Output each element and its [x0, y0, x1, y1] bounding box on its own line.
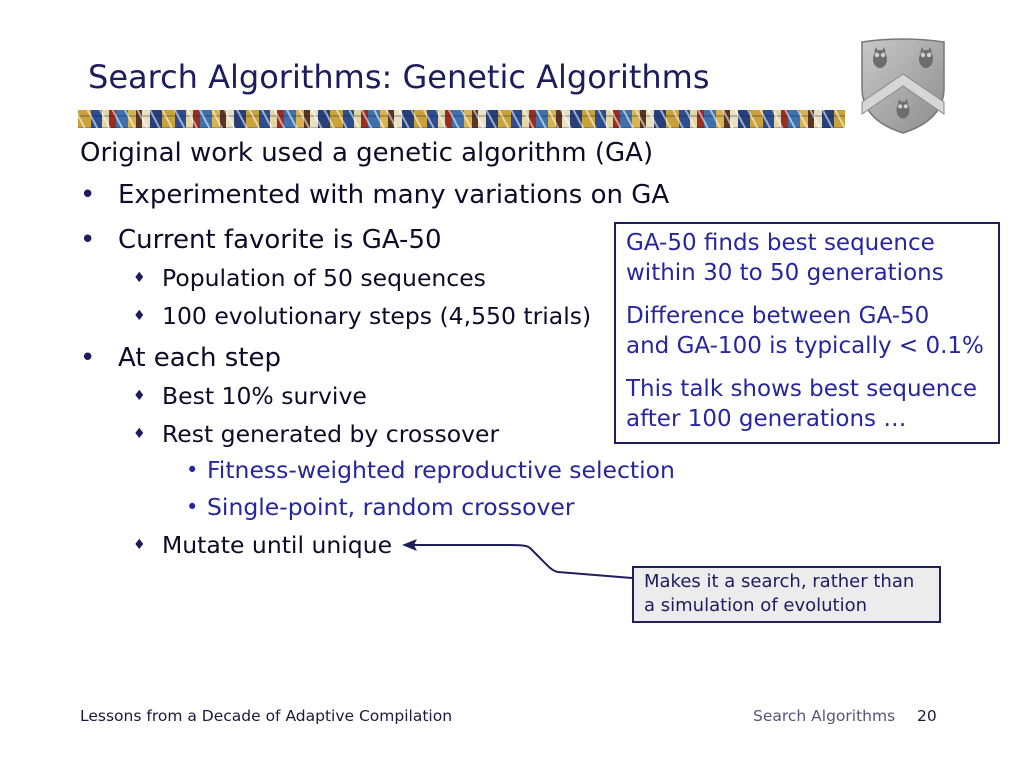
sub-sub-bullet-item — [0, 492, 610, 522]
bullet-marker: • — [80, 343, 96, 373]
footer-page-number: 20 — [917, 707, 937, 725]
intro-line — [0, 138, 654, 168]
callout-line: Makes it a search, rather than — [644, 571, 915, 592]
note-paragraph — [626, 374, 990, 434]
note-line: and GA-100 is typically < 0.1% — [626, 333, 984, 359]
sub-sub-bullet-text: Fitness-weighted reproductive selection — [207, 456, 675, 484]
callout-box — [632, 566, 941, 623]
note-line: Difference between GA-50 — [626, 303, 930, 329]
decorative-banner — [78, 110, 845, 128]
sub-bullet-text: Mutate until unique — [162, 531, 393, 559]
sub-bullet-item — [0, 419, 610, 449]
sub-bullet-text: Population of 50 sequences — [162, 264, 486, 292]
callout-line: a simulation of evolution — [644, 595, 868, 616]
sub-sub-bullet-text: Single-point, random crossover — [207, 493, 575, 521]
note-line: GA-50 finds best sequence — [626, 230, 935, 256]
intro-text: Original work used a genetic algorithm (GA) — [80, 138, 654, 168]
sub-bullet-item — [0, 530, 610, 560]
owl-icon — [873, 47, 887, 68]
sub-bullet-text: 100 evolutionary steps (4,550 trials) — [162, 302, 592, 330]
bullet-text: Current favorite is GA-50 — [118, 225, 442, 255]
diamond-bullet-marker: ♦ — [133, 388, 146, 404]
sub-bullet-text: Best 10% survive — [162, 382, 367, 410]
footer-presentation-title: Lessons from a Decade of Adaptive Compilation — [80, 707, 453, 725]
bullet-item — [0, 180, 670, 210]
note-line: This talk shows best sequence — [626, 376, 978, 402]
bullet-item — [0, 343, 610, 373]
sub-bullet-item — [0, 381, 610, 411]
owl-icon — [897, 99, 910, 119]
diamond-bullet-marker: ♦ — [133, 308, 146, 324]
bullet-item — [0, 225, 610, 255]
shield-crest-icon — [856, 36, 950, 136]
bullet-marker: • — [80, 225, 96, 255]
note-paragraph — [626, 301, 990, 361]
note-line: within 30 to 50 generations — [626, 260, 944, 286]
bullet-marker: • — [80, 180, 96, 210]
note-paragraph — [626, 228, 990, 288]
sub-sub-bullet-item — [0, 455, 675, 485]
sub-bullet-item — [0, 301, 610, 331]
footer-section-name: Search Algorithms — [753, 707, 896, 725]
diamond-bullet-marker: ♦ — [133, 426, 146, 442]
note-line: after 100 generations … — [626, 406, 907, 432]
note-box — [614, 222, 1000, 444]
owl-icon — [919, 47, 933, 68]
sub-bullet-item — [0, 263, 610, 293]
sub-sub-bullet-marker: • — [186, 495, 199, 519]
bullet-text: Experimented with many variations on GA — [118, 180, 670, 210]
slide-title: Search Algorithms: Genetic Algorithms — [88, 58, 710, 96]
diamond-bullet-marker: ♦ — [133, 537, 146, 553]
sub-bullet-text: Rest generated by crossover — [162, 420, 500, 448]
bullet-text: At each step — [118, 343, 281, 373]
sub-sub-bullet-marker: • — [186, 458, 199, 482]
diamond-bullet-marker: ♦ — [133, 270, 146, 286]
